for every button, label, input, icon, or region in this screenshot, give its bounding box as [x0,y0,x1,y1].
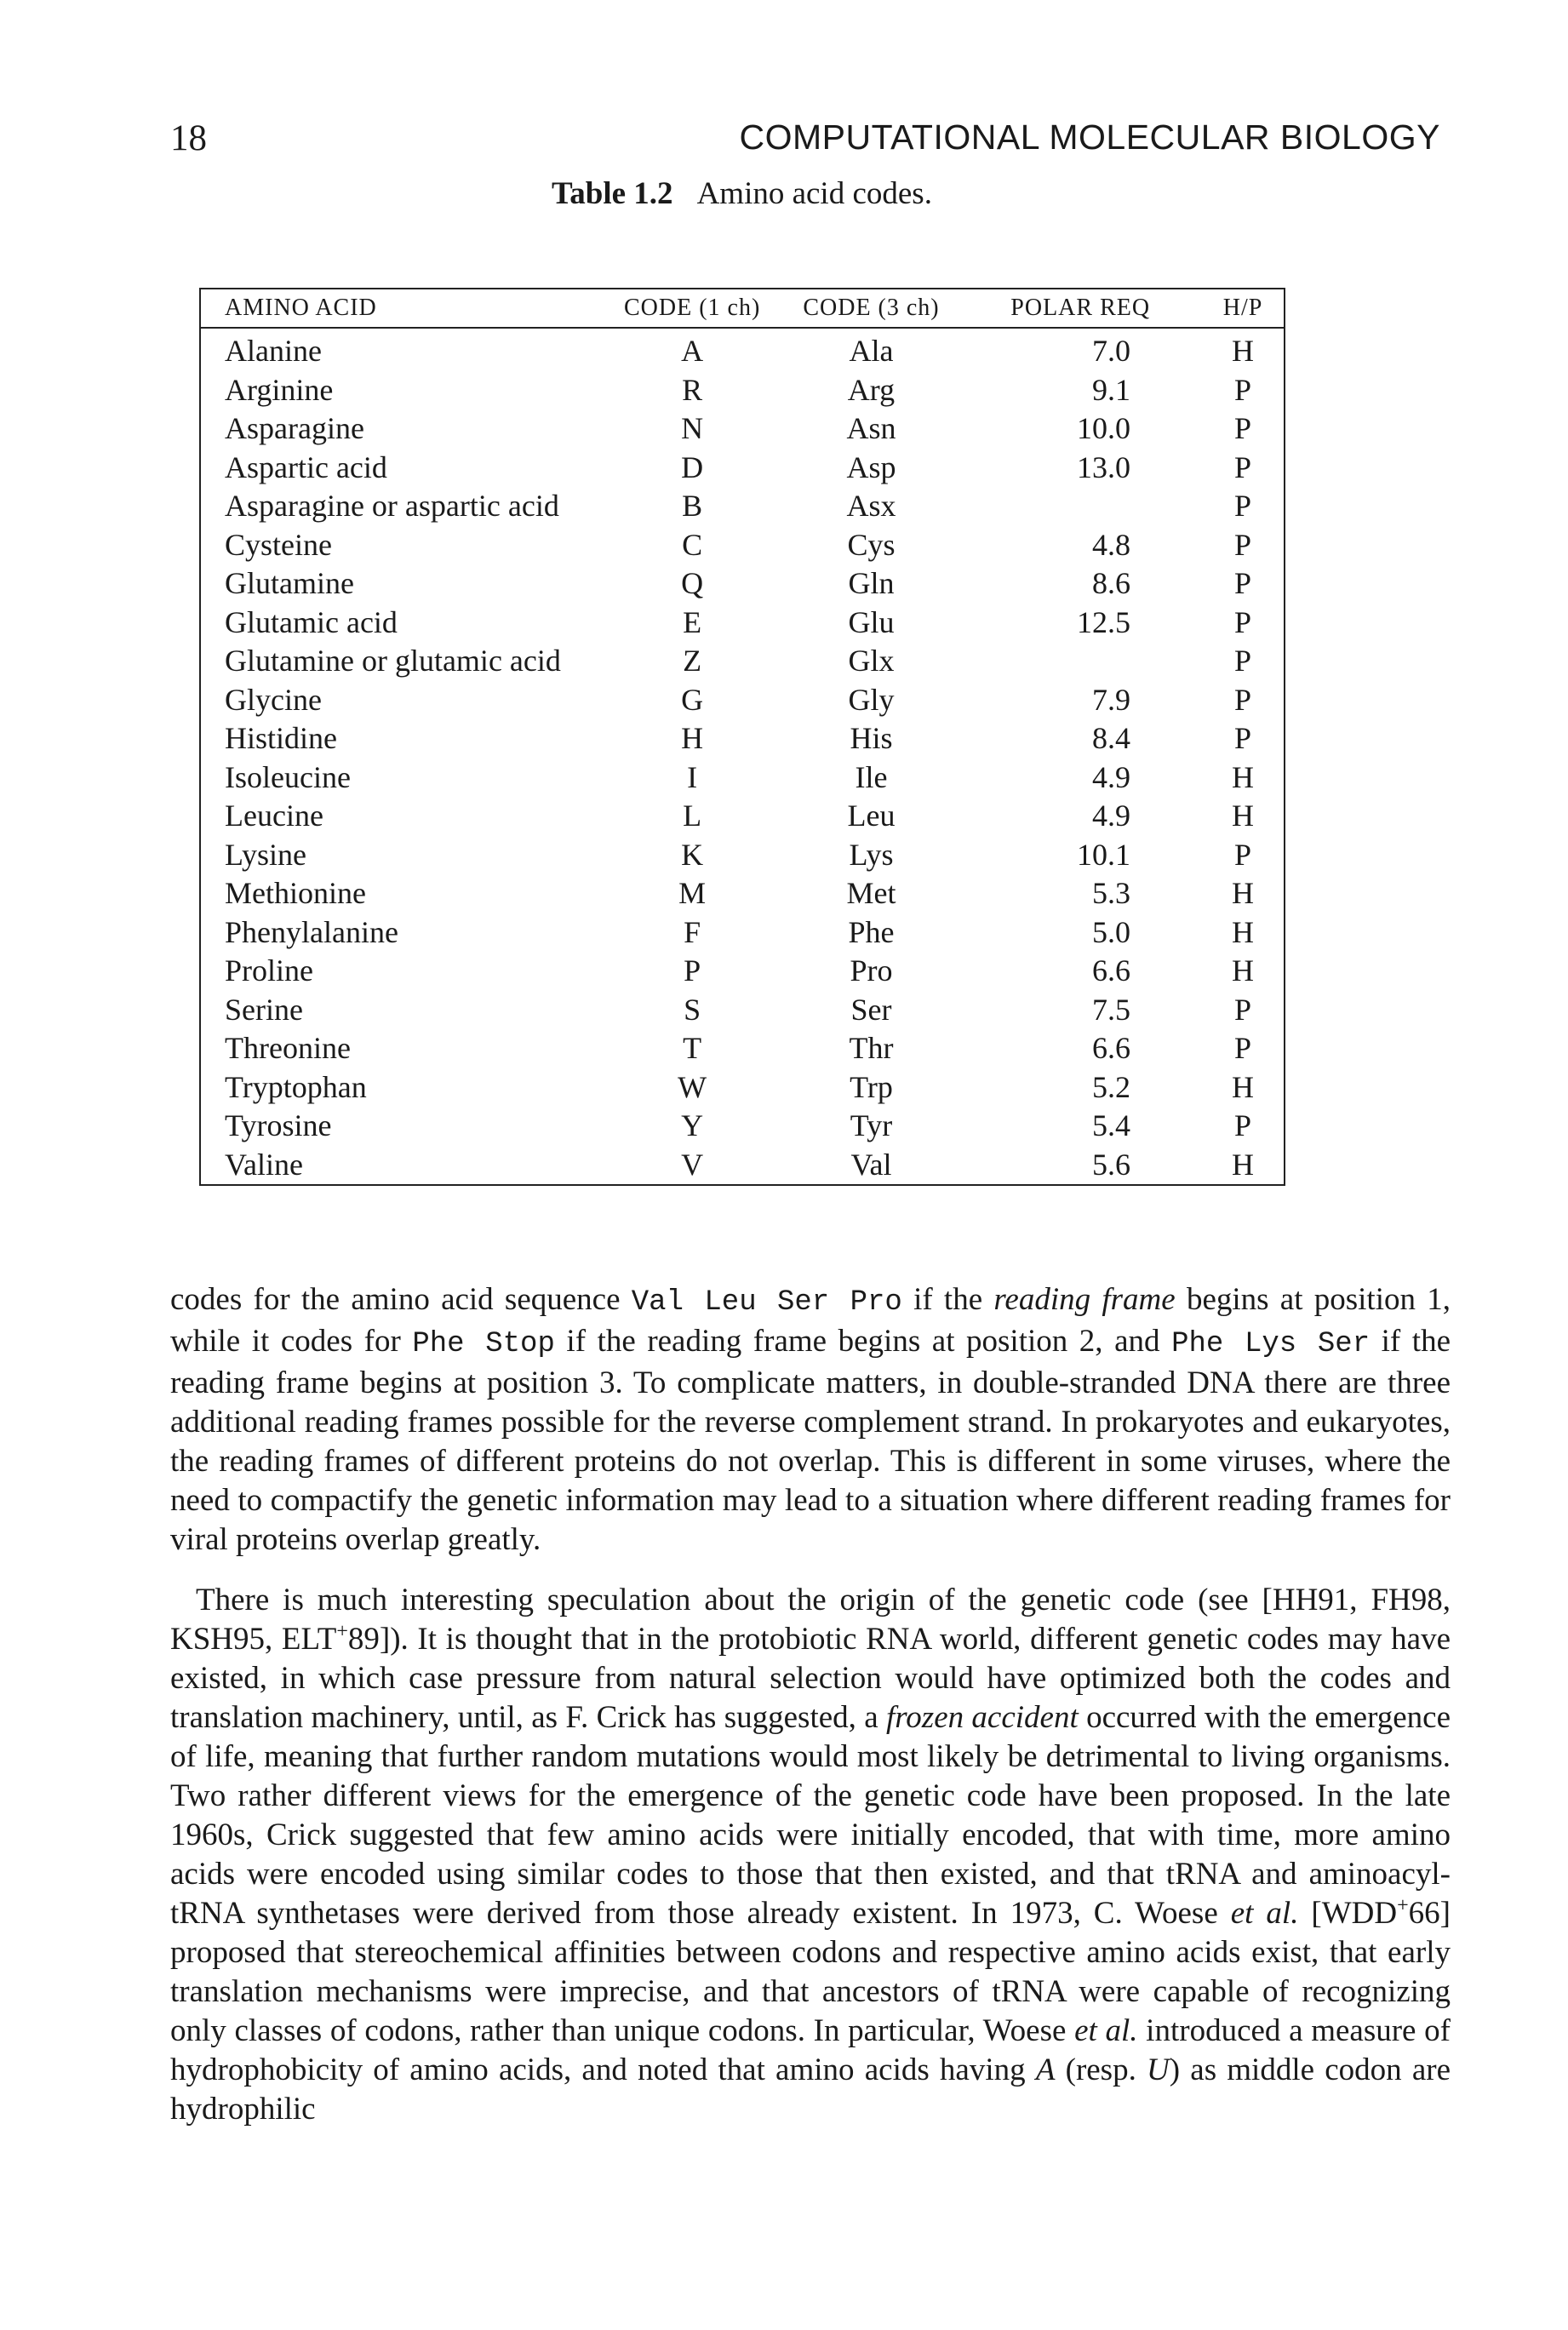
table-row [200,487,1285,526]
cell-code3: Thr [849,1031,894,1066]
column-header-code-3ch: CODE (3 ch) [784,289,959,328]
cell-name: Asparagine or aspartic acid [225,489,559,524]
table-row [200,797,1285,836]
cell-code1: M [678,876,707,911]
table-row [200,409,1285,449]
cell-polar: 8.4 [1092,721,1131,756]
cell-polar: 6.6 [1092,953,1131,988]
cell-polar: 6.6 [1092,1031,1131,1066]
page-number: 18 [170,118,207,158]
cell-name: Isoleucine [225,759,351,794]
cell-code1: Y [681,1108,704,1143]
running-head: COMPUTATIONAL MOLECULAR BIOLOGY [739,117,1440,157]
cell-code1: S [684,992,701,1027]
table-row [200,642,1285,681]
code-sequence: Val Leu Ser Pro [631,1286,902,1319]
table-row [200,952,1285,991]
cell-code3: Glx [848,644,895,678]
cell-name: Lysine [225,837,306,872]
cell-name: Phenylalanine [225,914,398,949]
cell-polar: 9.1 [1092,372,1131,407]
cell-polar: 7.5 [1092,992,1131,1027]
cell-code1: Q [681,566,704,601]
cell-code3: Phe [848,914,895,949]
cell-polar: 5.4 [1092,1108,1131,1143]
cell-code3: Trp [850,1069,893,1104]
cell-polar: 7.0 [1092,334,1131,369]
cell-hp: H [1232,334,1255,369]
cell-code1: L [683,799,702,833]
cell-code3: Ala [849,334,894,369]
cell-name: Aspartic acid [225,449,387,484]
table-row [200,759,1285,798]
cell-hp: P [1234,449,1252,484]
cell-code1: Z [683,644,702,678]
body-paragraph-1 [170,1280,1451,1560]
cell-name: Arginine [225,372,334,407]
cell-code3: Val [850,1147,892,1182]
code-sequence: Phe Lys Ser [1171,1328,1371,1360]
cell-code3: Gly [848,682,895,717]
superscript: + [336,1620,348,1643]
text-run: (resp. [1055,2052,1147,2087]
cell-code3: Pro [850,953,893,988]
table-row [200,913,1285,953]
emphasis-term: reading frame [993,1282,1176,1317]
cell-hp: P [1234,721,1252,756]
cell-hp: P [1234,527,1252,562]
table-row [200,1107,1285,1146]
cell-hp: H [1232,1069,1255,1104]
text-run: 89]). It is thought that in the protobiotic RNA world, different genetic codes may have existed, in which case pressure from natural selection would have optimized both the codes and translation machinery, until, as F. Crick has suggested, a [170,1622,1451,1735]
cell-code3: Arg [847,372,896,407]
cell-code3: Ile [855,759,888,794]
cell-hp: H [1232,953,1255,988]
emphasis-term: et al. [1230,1896,1299,1931]
cell-name: Tyrosine [225,1108,332,1143]
cell-code1: V [681,1147,704,1182]
cell-hp: P [1234,1108,1252,1143]
text-run: if the reading frame begins at position 2, and [554,1324,1172,1359]
emphasis-term: frozen accident [885,1700,1079,1735]
cell-code3: Asn [846,411,896,446]
math-symbol: U [1147,2052,1170,2087]
cell-hp: H [1232,876,1255,911]
text-run: There is much interesting speculation about the origin of the genetic code (see [HH91, FH98, KSH95, ELT [170,1583,1451,1657]
cell-polar: 5.2 [1092,1069,1131,1104]
cell-polar [959,642,1202,681]
cell-polar [959,487,1202,526]
cell-polar: 10.0 [1077,411,1131,446]
table-row [200,371,1285,410]
cell-hp: P [1234,604,1252,639]
cell-hp: H [1232,914,1255,949]
cell-name: Tryptophan [225,1069,367,1104]
text-run: 66] proposed that stereochemical affinities between codons and respective amino acids exist, that early translation mechanisms were imprecise, and that ancestors of tRNA were capable of recognizing only classes of codons, rather than unique codons. In particular, Woese [170,1896,1451,2048]
cell-code1: D [681,449,704,484]
cell-name: Glycine [225,682,322,717]
cell-code3: Asp [846,449,896,484]
table-header-row [200,289,1285,328]
cell-hp: P [1234,644,1252,678]
cell-code1: N [681,411,704,446]
column-header-polar-req: POLAR REQ [959,289,1202,328]
cell-code1: A [681,334,704,369]
math-symbol: A [1035,2052,1056,2087]
cell-hp: P [1234,1031,1252,1066]
text-run: if the [901,1282,994,1317]
cell-name: Glutamic acid [225,604,398,639]
cell-code1: C [682,527,703,562]
cell-name: Proline [225,953,313,988]
table-caption-label: Table 1.2 [552,176,673,211]
cell-name: Leucine [225,799,323,833]
cell-hp: P [1234,992,1252,1027]
cell-name: Asparagine [225,411,364,446]
text-run: begins at position 1, while it codes for [170,1282,1451,1359]
column-header-code-1ch: CODE (1 ch) [601,289,784,328]
cell-code1: T [683,1031,702,1066]
cell-name: Threonine [225,1031,351,1066]
cell-polar: 4.8 [1092,527,1131,562]
text-run: ) as middle codon are hydrophilic [170,2052,1451,2127]
table-row [200,719,1285,759]
emphasis-term: et al. [1074,2013,1138,2048]
cell-polar: 8.6 [1092,566,1131,601]
cell-polar: 4.9 [1092,799,1131,833]
cell-code1: W [678,1069,707,1104]
text-run: occurred with the emergence of life, meaning that further random mutations would most likely be detrimental to living organisms. Two rather different views for the emergence of the genetic code have been proposed. In the late 1960s, Crick suggested that few amino acids were initially encoded, that with time, more amino acids were encoded using similar codes to those that then existed, and that tRNA and aminoacyl-tRNA synthetases were derived from those already existent. In 1973, C. Woese [170,1700,1451,1931]
cell-polar: 4.9 [1092,759,1131,794]
cell-code1: H [681,721,704,756]
superscript: + [1397,1894,1409,1917]
text-run: if the reading frame begins at position 3. To complicate matters, in double-stranded DNA there are three additional reading frames possible for the reverse complement strand. In prokaryotes and eukaryotes, the reading frames of different proteins do not overlap. This is different in some viruses, where the need to compactify the genetic information may lead to a situation where different reading frames for viral proteins overlap greatly. [170,1324,1451,1557]
cell-code3: Lys [849,837,894,872]
cell-code1: I [687,759,698,794]
table-row [200,328,1285,371]
cell-code3: Glu [848,604,895,639]
cell-name: Alanine [225,334,322,369]
cell-hp: H [1232,759,1255,794]
cell-polar: 5.6 [1092,1147,1131,1182]
cell-name: Histidine [225,721,337,756]
cell-polar: 5.0 [1092,914,1131,949]
cell-name: Glutamine [225,566,354,601]
table-row [200,1068,1285,1108]
cell-hp: H [1232,799,1255,833]
cell-code1: E [683,604,702,639]
cell-hp: P [1234,837,1252,872]
table-row [200,836,1285,875]
table-row [200,874,1285,913]
cell-hp: P [1234,682,1252,717]
column-header-amino-acid: AMINO ACID [200,289,601,328]
body-paragraph-2 [170,1581,1451,2129]
text-run: introduced a measure of hydrophobicity of amino acids, and noted that amino acids having [170,2013,1451,2087]
cell-name: Methionine [225,876,366,911]
cell-polar: 12.5 [1077,604,1131,639]
cell-hp: H [1232,1147,1255,1182]
cell-hp: P [1234,489,1252,524]
cell-hp: P [1234,566,1252,601]
cell-polar: 7.9 [1092,682,1131,717]
cell-hp: P [1234,372,1252,407]
cell-code1: F [684,914,701,949]
table-row [200,449,1285,488]
cell-name: Glutamine or glutamic acid [225,644,561,678]
table-row [200,604,1285,643]
column-header-hp: H/P [1202,289,1285,328]
cell-code1: K [681,837,704,872]
cell-polar: 5.3 [1092,876,1131,911]
cell-name: Serine [225,992,303,1027]
table-caption [552,175,932,212]
cell-code3: His [850,721,893,756]
code-sequence: Phe Stop [412,1328,555,1360]
cell-code1: G [681,682,704,717]
cell-name: Cysteine [225,527,332,562]
cell-code3: Leu [847,799,896,833]
table-row [200,526,1285,565]
table-caption-text: Amino acid codes. [696,176,932,211]
cell-code3: Cys [847,527,896,562]
cell-name: Valine [225,1147,303,1182]
cell-code3: Tyr [850,1108,893,1143]
table-row [200,1146,1285,1186]
amino-acid-table [199,288,1285,1186]
cell-polar: 10.1 [1077,837,1131,872]
cell-code3: Asx [846,489,896,524]
table-row [200,991,1285,1030]
cell-code1: P [684,953,701,988]
text-run: [WDD [1298,1896,1398,1931]
table-row [200,1029,1285,1068]
cell-code3: Gln [848,566,895,601]
cell-code1: R [682,372,703,407]
table-row [200,681,1285,720]
cell-code3: Met [846,876,896,911]
cell-polar: 13.0 [1077,449,1131,484]
table-row [200,564,1285,604]
cell-code1: B [682,489,703,524]
cell-hp: P [1234,411,1252,446]
cell-code3: Ser [850,992,892,1027]
text-run: codes for the amino acid sequence [170,1282,632,1317]
